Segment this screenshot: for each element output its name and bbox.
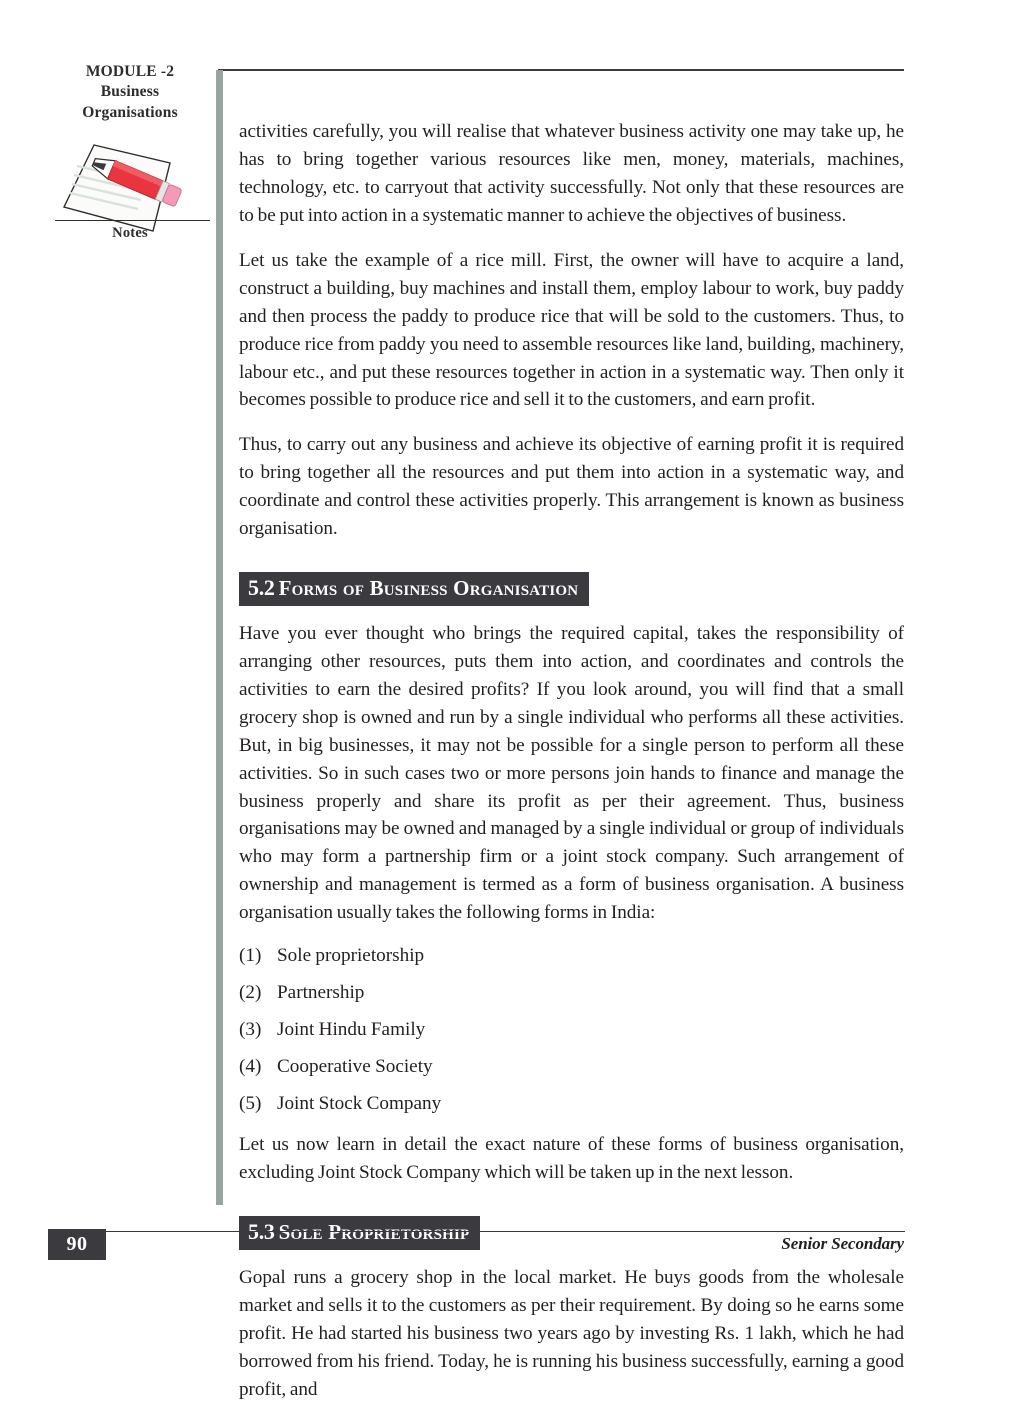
page-number-badge: 90 [48,1229,106,1260]
list-item [239,1092,904,1115]
section-5-2-number: 5.2 [248,575,275,601]
module-title [42,62,218,123]
content-gutter-bar [216,70,223,1205]
main-content [239,118,904,1404]
section-5-3-number: 5.3 [248,1219,275,1245]
section-heading-5-2 [239,572,589,606]
list-item-label: Joint Hindu Family [277,1019,426,1041]
module-sidebar [42,62,218,241]
module-title-line-3: Organisations [82,103,178,121]
section-heading-5-3 [239,1216,480,1250]
section-5-2-title: Forms of Business Organisation [278,576,579,601]
paragraph-rice-mill-example: Let us take the example of a rice mill. First, the owner will have to acquire a land, construct a building, buy machines and install them, employ labour to work, buy paddy and then process the paddy to produce rice that will be sold to the customers. Thus, to produce rice from paddy you need to assemble resources like land, building, machinery, labour etc., and put these resources together in action in a systematic way. Then only it becomes possible to produce rice and sell it to the customers, and earn profit. [239,249,904,411]
paragraph-gopal-example: Gopal runs a grocery shop in the local market. He buys goods from the wholesale market and sells it to the customers as per their requirement. By doing so he earns some profit. He had started his business two years ago by investing Rs. 1 lakh, which he had borrowed from his friend. Today, he is running his business successfully, earning a good profit, and [239,1267,904,1400]
list-item-label: Cooperative Society [277,1056,433,1078]
footer-course-label: Senior Secondary [781,1234,904,1253]
notepad-pencil-icon [42,133,218,231]
list-item-label: Partnership [277,982,365,1004]
footer-rule [105,1231,905,1232]
list-item-label: Joint Stock Company [277,1093,442,1115]
module-title-line-1: MODULE -2 [85,63,175,80]
list-item-number: (2) [239,982,262,1004]
list-item-number: (3) [239,1019,262,1041]
list-item-number: (5) [239,1093,262,1115]
paragraph-lesson-scope: Let us now learn in detail the exact nature of these forms of business organisation, excluding Joint Stock Company which will be taken up in the next lesson. [239,1134,904,1184]
header-rule [218,69,904,71]
list-item-number: (1) [239,945,262,967]
list-item [239,1055,904,1078]
forms-of-business-list [239,944,904,1115]
section-5-3-title: Sole Proprietorship [278,1220,470,1245]
paragraph-intro-continued: activities carefully, you will realise that whatever business activity one may take up, he has to bring together various resources like men, money, materials, machines, technology, etc. to carryout that activity successfully. Not only that these resources are to be put into action in a systematic manner to achieve the objectives of business. [239,121,904,226]
list-item [239,1018,904,1041]
list-item [239,981,904,1004]
list-item [239,944,904,967]
module-title-line-2: Business [100,83,160,101]
notes-divider [55,220,210,221]
list-item-number: (4) [239,1056,262,1078]
paragraph-business-organisation-definition: Thus, to carry out any business and achieve its objective of earning profit it is required to bring together all the resources and put them into action in a systematic way, and coordinate and control these activities properly. This arrangement is known as business organisation. [239,434,904,540]
paragraph-forms-intro: Have you ever thought who brings the required capital, takes the responsibility of arranging other resources, puts them into action, and coordinates and controls the activities to earn the desired profits? If you look around, you will find that a small grocery shop is owned and run by a single individual who performs all these activities. But, in big businesses, it may not be possible for a single person to perform all these activities. So in such cases two or more persons join hands to finance and manage the business properly and share its profit as per their agreement. Thus, business organisations may be owned and managed by a single individual or group of individuals who may form a partnership firm or a joint stock company. Such arrangement of ownership and management is termed as a form of business organisation. A business organisation usually takes the following forms in India: [239,622,904,924]
notes-label: Notes [112,225,148,241]
list-item-label: Sole proprietorship [277,945,425,967]
